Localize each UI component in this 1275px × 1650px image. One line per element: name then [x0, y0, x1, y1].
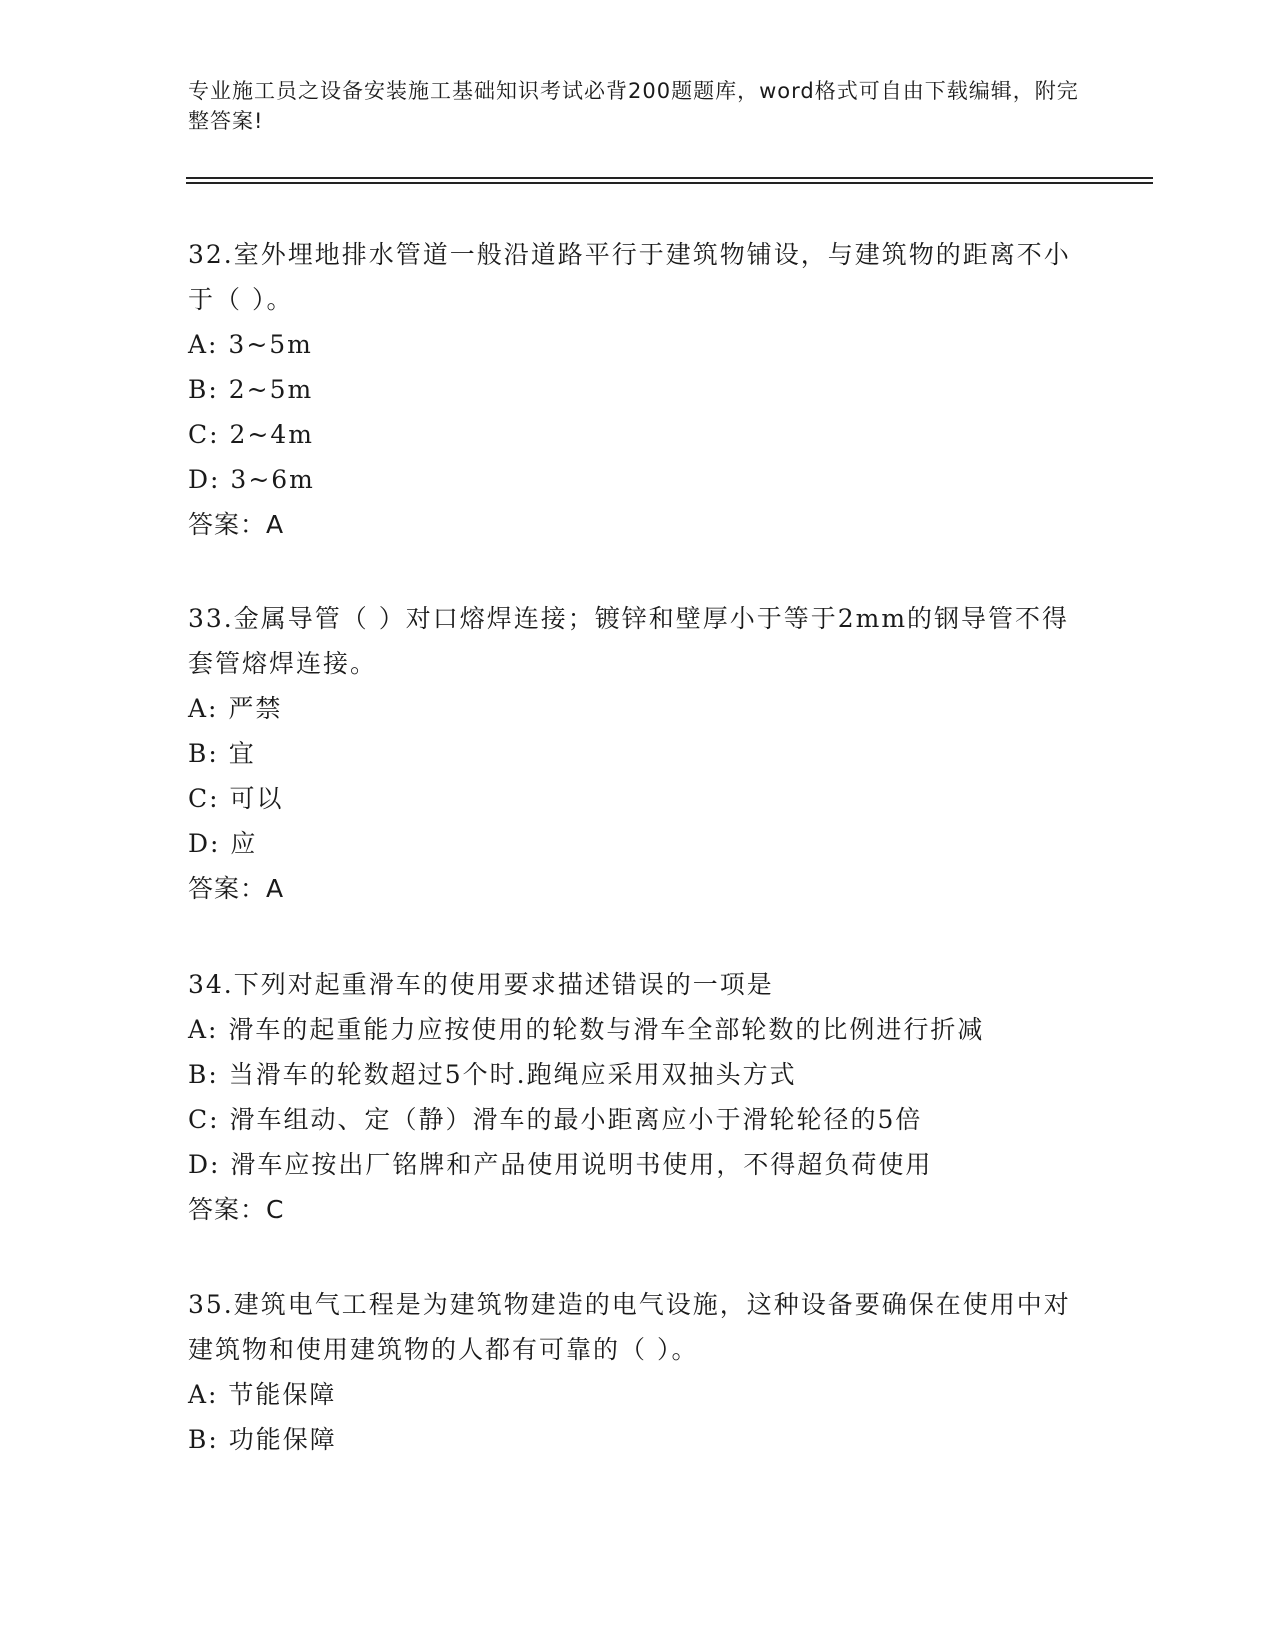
option-a: A: 严禁: [188, 694, 283, 723]
option-b: B: 功能保障: [188, 1425, 337, 1454]
answer: 答案：C: [188, 1195, 285, 1224]
option-a: A: 3~5m: [188, 330, 313, 359]
option-a: A: 节能保障: [188, 1380, 337, 1409]
option-b: B: 2~5m: [188, 375, 314, 404]
answer: 答案：A: [188, 874, 285, 903]
question-stem: 35.建筑电气工程是为建筑物建造的电气设施，这种设备要确保在使用中对建筑物和使用建筑物的人都有可靠的（ ）。: [188, 1290, 1071, 1364]
question-32: [188, 232, 1088, 547]
question-34: [188, 962, 1088, 1232]
option-c: C: 滑车组动、定（静）滑车的最小距离应小于滑轮轮径的5倍: [188, 1105, 923, 1134]
header-divider-top: [186, 177, 1153, 179]
header-divider-bottom: [186, 182, 1153, 184]
answer: 答案：A: [188, 510, 285, 539]
option-a: A: 滑车的起重能力应按使用的轮数与滑车全部轮数的比例进行折减: [188, 1015, 985, 1044]
option-d: D: 3~6m: [188, 465, 315, 494]
question-33: [188, 596, 1088, 911]
question-35: [188, 1282, 1088, 1462]
question-stem: 32.室外埋地排水管道一般沿道路平行于建筑物铺设，与建筑物的距离不小于（ ）。: [188, 240, 1071, 314]
question-stem: 33.金属导管（ ）对口熔焊连接；镀锌和壁厚小于等于2mm的钢导管不得套管熔焊连接。: [188, 604, 1070, 678]
option-c: C: 可以: [188, 784, 284, 813]
option-c: C: 2~4m: [188, 420, 314, 449]
option-b: B: 宜: [188, 739, 256, 768]
option-d: D: 滑车应按出厂铭牌和产品使用说明书使用，不得超负荷使用: [188, 1150, 933, 1179]
option-d: D: 应: [188, 829, 258, 858]
option-b: B: 当滑车的轮数超过5个时.跑绳应采用双抽头方式: [188, 1060, 797, 1089]
document-header: 专业施工员之设备安装施工基础知识考试必背200题题库，word格式可自由下载编辑，附完整答案!: [188, 79, 1079, 133]
question-stem: 34.下列对起重滑车的使用要求描述错误的一项是: [188, 970, 774, 999]
